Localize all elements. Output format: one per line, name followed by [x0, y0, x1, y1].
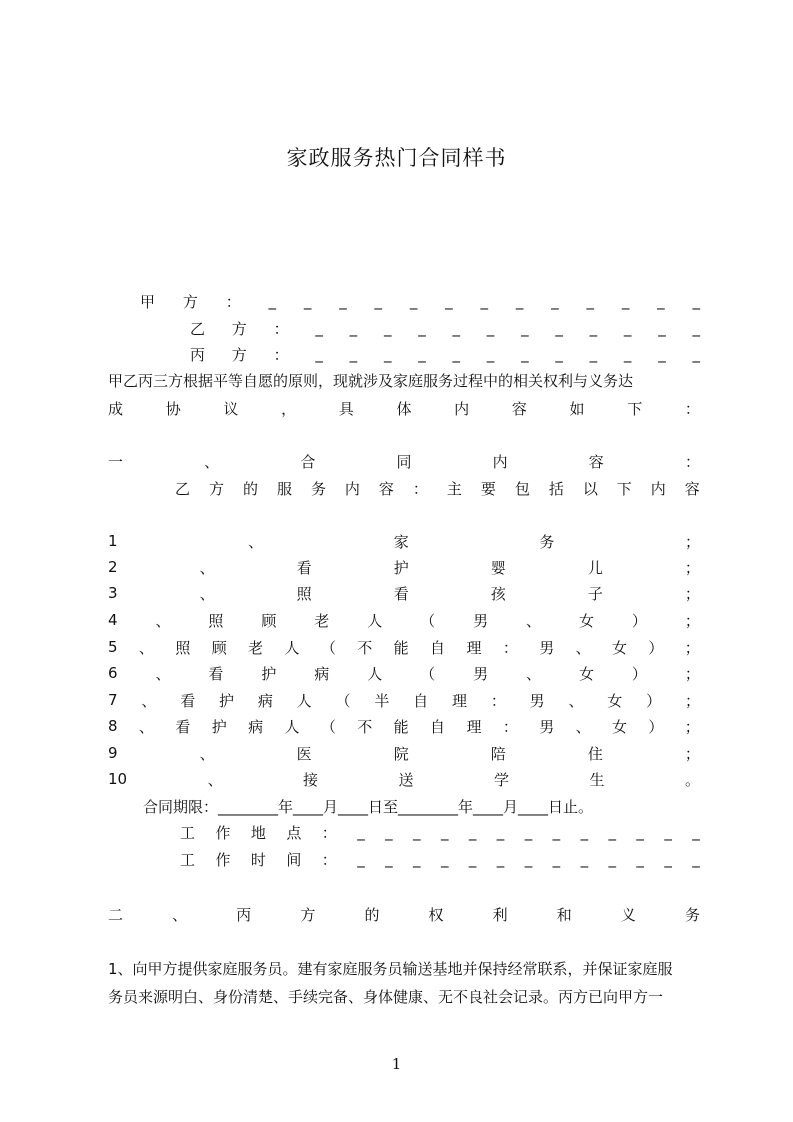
text-token: 护: [211, 717, 227, 736]
text-token: _: [385, 850, 393, 868]
service-item: [108, 530, 700, 552]
text-token: _: [315, 319, 323, 337]
text-token: 儿: [587, 558, 603, 577]
text-token: 男: [539, 717, 555, 736]
text-token: 工: [180, 850, 196, 869]
text-token: 如: [569, 399, 585, 418]
text-token: 男: [473, 611, 489, 630]
text-token: 看: [180, 691, 196, 710]
text-token: 主: [446, 479, 462, 498]
text-token: _: [664, 823, 672, 841]
section-1-heading: [108, 450, 700, 472]
text-token: ：: [225, 292, 241, 311]
text-token: 方: [300, 905, 316, 924]
text-token: 人: [284, 638, 300, 657]
work-time-line: [180, 848, 700, 870]
text-token: _: [480, 292, 488, 310]
text-token: （: [420, 664, 436, 683]
service-item: [108, 715, 700, 737]
text-token: 病: [248, 717, 264, 736]
service-item: [108, 582, 700, 604]
text-token: 成: [108, 399, 124, 418]
text-token: _: [349, 319, 358, 337]
text-token: 二: [108, 905, 124, 924]
text-token: _: [555, 345, 563, 363]
text-token: 、: [575, 717, 591, 736]
text-token: _: [339, 292, 347, 310]
text-token: _: [383, 345, 392, 363]
text-token: 人: [367, 611, 383, 630]
text-token: _: [385, 823, 393, 841]
text-token: _: [496, 850, 505, 868]
text-token: 孩: [490, 584, 506, 603]
text-token: 生: [589, 770, 605, 789]
text-token: ：: [321, 850, 337, 869]
text-token: 下: [616, 479, 632, 498]
text-token: ：: [684, 452, 700, 471]
text-token: 不: [357, 717, 373, 736]
text-token: 权: [428, 905, 444, 924]
text-token: 和: [556, 905, 572, 924]
text-token: 女: [578, 664, 594, 683]
party-b-line: [190, 317, 700, 339]
text-token: 顾: [261, 611, 277, 630]
text-token: 接: [303, 770, 319, 789]
text-token: _: [440, 823, 449, 841]
text-token: _: [555, 319, 563, 337]
text-token: 工: [180, 823, 196, 842]
text-token: 、: [248, 532, 264, 551]
text-token: 、: [199, 584, 215, 603]
text-token: 、: [207, 770, 223, 789]
text-token: _: [580, 850, 589, 868]
text-token: ；: [684, 584, 700, 603]
text-token: ；: [684, 744, 700, 763]
text-token: 理: [466, 638, 482, 657]
text-token: 照: [175, 638, 191, 657]
text-token: 6: [108, 664, 118, 682]
text-token: ：: [273, 319, 289, 338]
text-token: 容: [378, 479, 394, 498]
text-token: _: [589, 345, 598, 363]
text-token: 体: [396, 399, 412, 418]
text-token: 内: [454, 399, 470, 418]
section-2-heading: [108, 903, 700, 925]
text-token: _: [413, 850, 421, 868]
text-token: 合: [300, 452, 316, 471]
text-token: 方: [182, 292, 198, 311]
text-token: 丙: [236, 905, 252, 924]
text-token: 女: [578, 611, 594, 630]
text-token: _: [623, 319, 632, 337]
text-token: 括: [548, 479, 564, 498]
text-token: 女: [607, 691, 623, 710]
text-token: 内: [650, 479, 666, 498]
text-token: 地: [250, 823, 266, 842]
text-token: 服: [276, 479, 292, 498]
text-token: _: [586, 292, 594, 310]
text-token: （: [320, 638, 336, 657]
text-token: _: [468, 850, 477, 868]
document-title: 家政服务热门合同样书: [286, 146, 507, 170]
text-token: _: [692, 319, 700, 337]
text-token: 男: [473, 664, 489, 683]
text-token: ：: [502, 638, 518, 657]
text-token: 陪: [490, 744, 506, 763]
text-token: _: [409, 292, 418, 310]
text-token: 照: [296, 584, 312, 603]
text-token: 容: [511, 399, 527, 418]
text-token: ；: [684, 638, 700, 657]
text-token: 务: [539, 532, 555, 551]
text-token: 、: [199, 744, 215, 763]
text-token: 时: [250, 850, 266, 869]
text-token: 、: [526, 611, 542, 630]
text-token: ：: [502, 717, 518, 736]
text-token: （: [335, 691, 351, 710]
text-token: 学: [494, 770, 510, 789]
text-token: 作: [215, 850, 231, 869]
text-token: ：: [321, 823, 337, 842]
contract-term: 合同期限：________年____月____日至________年____月____日止。: [143, 798, 594, 816]
text-token: ）: [646, 691, 662, 710]
text-token: _: [621, 292, 630, 310]
text-token: 人: [284, 717, 300, 736]
text-token: 老: [314, 611, 330, 630]
text-token: 自: [430, 638, 446, 657]
text-token: 、: [141, 691, 157, 710]
text-token: 、: [138, 717, 154, 736]
text-token: 婴: [490, 558, 506, 577]
text-token: 看: [208, 664, 224, 683]
text-token: 子: [587, 584, 603, 603]
service-item: [108, 742, 700, 764]
text-token: 、: [172, 905, 188, 924]
text-token: _: [692, 823, 700, 841]
text-token: _: [664, 850, 672, 868]
page-number: 1: [391, 1055, 402, 1073]
text-token: ；: [684, 532, 700, 551]
party-c-line: [190, 343, 700, 365]
text-token: 务: [310, 479, 326, 498]
text-token: ）: [631, 611, 647, 630]
text-token: _: [315, 345, 323, 363]
text-token: _: [636, 823, 644, 841]
text-token: 、: [155, 611, 171, 630]
text-token: ：: [490, 691, 506, 710]
text-token: 护: [393, 558, 409, 577]
text-token: ，: [281, 399, 297, 418]
text-token: 务: [684, 905, 700, 924]
text-token: 8: [108, 717, 118, 735]
text-token: 人: [367, 664, 383, 683]
text-token: _: [413, 823, 421, 841]
text-token: _: [623, 345, 632, 363]
text-token: _: [515, 292, 524, 310]
text-token: 住: [587, 744, 603, 763]
text-token: _: [692, 850, 700, 868]
text-token: 女: [612, 717, 628, 736]
text-token: _: [418, 345, 426, 363]
text-token: 半: [374, 691, 390, 710]
text-token: _: [608, 850, 616, 868]
text-token: 照: [208, 611, 224, 630]
text-token: _: [452, 319, 461, 337]
text-token: 议: [223, 399, 239, 418]
service-item: [108, 556, 700, 578]
text-token: 下: [627, 399, 643, 418]
text-token: _: [657, 292, 665, 310]
service-item: [108, 636, 700, 658]
service-item: [108, 689, 700, 711]
text-token: 老: [248, 638, 264, 657]
text-token: 看: [175, 717, 191, 736]
text-token: _: [658, 319, 666, 337]
text-token: ）: [648, 638, 664, 657]
text-token: _: [418, 319, 426, 337]
text-token: _: [589, 319, 598, 337]
text-token: 义: [620, 905, 636, 924]
text-token: _: [551, 292, 559, 310]
text-token: 内: [344, 479, 360, 498]
text-token: 院: [393, 744, 409, 763]
text-token: 、: [138, 638, 154, 657]
text-token: _: [524, 823, 533, 841]
intro-line-1: 甲乙丙三方根据平等自愿的原则，现就涉及家庭服务过程中的相关权利与义务达: [108, 372, 634, 390]
text-token: 、: [199, 558, 215, 577]
text-token: 家: [393, 532, 409, 551]
text-token: 一: [108, 452, 124, 471]
text-token: 护: [219, 691, 235, 710]
text-token: 方: [231, 345, 247, 364]
text-token: ；: [684, 717, 700, 736]
text-token: 能: [393, 717, 409, 736]
work-place-line: [180, 821, 700, 843]
text-token: _: [357, 850, 365, 868]
service-item: [108, 768, 700, 790]
text-token: 以: [582, 479, 598, 498]
text-token: 3: [108, 584, 118, 602]
text-token: _: [452, 345, 461, 363]
text-token: 协: [165, 399, 181, 418]
text-token: 病: [314, 664, 330, 683]
text-token: ：: [273, 345, 289, 364]
text-token: 理: [451, 691, 467, 710]
text-token: 方: [208, 479, 224, 498]
text-token: 2: [108, 558, 118, 576]
text-token: 甲: [140, 292, 156, 311]
text-token: _: [468, 823, 477, 841]
intro-line-2: [108, 397, 700, 419]
text-token: 女: [612, 638, 628, 657]
text-token: _: [552, 823, 561, 841]
text-token: 人: [296, 691, 312, 710]
text-token: 病: [257, 691, 273, 710]
text-token: _: [636, 850, 644, 868]
text-token: 乙: [190, 319, 206, 338]
text-token: 、: [155, 664, 171, 683]
text-token: ）: [631, 664, 647, 683]
text-token: 9: [108, 744, 118, 762]
text-token: ：: [684, 399, 700, 418]
text-token: 容: [588, 452, 604, 471]
text-token: _: [349, 345, 358, 363]
text-token: 包: [514, 479, 530, 498]
text-token: _: [303, 292, 312, 310]
text-token: 自: [413, 691, 429, 710]
clause-1-line-1: 1、向甲方提供家庭服务员。建有家庭服务员输送基地并保持经常联系，并保证家庭服: [108, 960, 673, 978]
text-token: ；: [684, 691, 700, 710]
text-token: ）: [648, 717, 664, 736]
text-token: （: [320, 717, 336, 736]
service-intro: [175, 477, 700, 499]
text-token: _: [658, 345, 666, 363]
text-token: （: [420, 611, 436, 630]
text-token: 看: [296, 558, 312, 577]
text-token: 要: [480, 479, 496, 498]
text-token: 的: [242, 479, 258, 498]
text-token: 容: [684, 479, 700, 498]
text-token: 具: [338, 399, 354, 418]
text-token: _: [496, 823, 505, 841]
text-token: 护: [261, 664, 277, 683]
text-token: 丙: [190, 345, 206, 364]
text-token: _: [580, 823, 589, 841]
text-token: 4: [108, 611, 118, 629]
text-token: _: [692, 345, 700, 363]
text-token: 间: [286, 850, 302, 869]
text-token: 点: [286, 823, 302, 842]
text-token: 顾: [211, 638, 227, 657]
text-token: 乙: [175, 479, 191, 498]
text-token: 7: [108, 691, 118, 709]
text-token: _: [383, 319, 392, 337]
text-token: 。: [684, 770, 700, 789]
text-token: 5: [108, 638, 118, 656]
text-token: 男: [539, 638, 555, 657]
text-token: 男: [529, 691, 545, 710]
text-token: ：: [412, 479, 428, 498]
text-token: 送: [398, 770, 414, 789]
text-token: 、: [204, 452, 220, 471]
party-a-line: [140, 290, 700, 312]
text-token: _: [486, 319, 495, 337]
text-token: _: [608, 823, 616, 841]
text-token: 方: [231, 319, 247, 338]
clause-1-line-2: 务员来源明白、身份清楚、手续完备、身体健康、无不良社会记录。丙方已向甲方一: [108, 988, 664, 1006]
text-token: _: [521, 319, 529, 337]
text-token: ；: [684, 664, 700, 683]
text-token: 的: [364, 905, 380, 924]
text-token: 自: [430, 717, 446, 736]
text-token: _: [374, 292, 383, 310]
text-token: _: [445, 292, 453, 310]
text-token: 10: [108, 770, 128, 788]
text-token: _: [440, 850, 449, 868]
text-token: _: [268, 292, 277, 310]
text-token: 1: [108, 532, 118, 550]
text-token: 看: [393, 584, 409, 603]
text-token: _: [524, 850, 533, 868]
text-token: 作: [215, 823, 231, 842]
text-token: _: [552, 850, 561, 868]
text-token: 同: [396, 452, 412, 471]
text-token: ；: [684, 558, 700, 577]
text-token: 内: [492, 452, 508, 471]
text-token: 不: [357, 638, 373, 657]
text-token: ；: [684, 611, 700, 630]
text-token: 能: [393, 638, 409, 657]
text-token: 利: [492, 905, 508, 924]
text-token: 理: [466, 717, 482, 736]
text-token: 、: [526, 664, 542, 683]
text-token: 、: [568, 691, 584, 710]
service-item: [108, 662, 700, 684]
service-item: [108, 609, 700, 631]
text-token: _: [521, 345, 529, 363]
text-token: _: [692, 292, 700, 310]
text-token: _: [486, 345, 495, 363]
text-token: 、: [575, 638, 591, 657]
text-token: _: [357, 823, 365, 841]
text-token: 医: [296, 744, 312, 763]
